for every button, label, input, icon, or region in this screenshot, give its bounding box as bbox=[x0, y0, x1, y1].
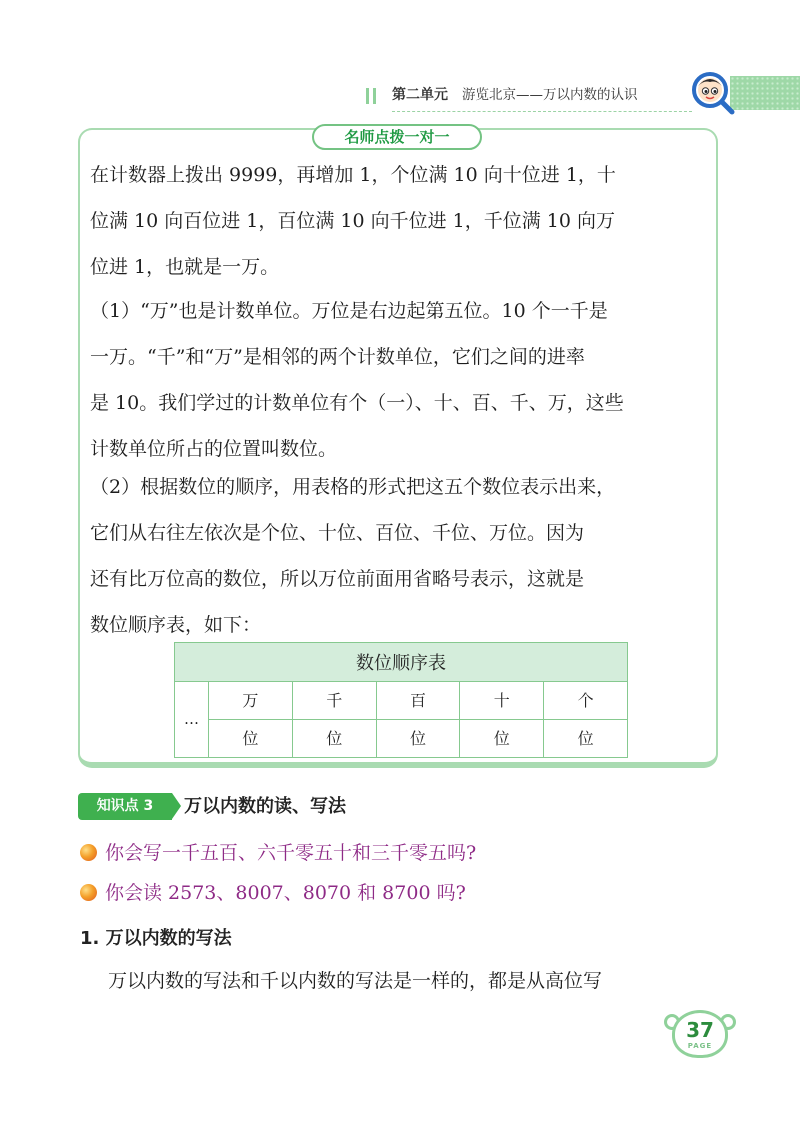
ellipsis-cell: … bbox=[175, 682, 209, 758]
badge-arrow bbox=[172, 793, 181, 819]
text-line: 还有比万位高的数位，所以万位前面用省略号表示，这就是 bbox=[90, 568, 585, 590]
place-cell-bottom: 位 bbox=[292, 720, 376, 758]
text-line: （2）根据数位的顺序，用表格的形式把这五个数位表示出来， bbox=[90, 476, 616, 498]
text-line: 它们从右往左依次是个位、十位、百位、千位、万位。因为 bbox=[90, 522, 585, 544]
page-word: PAGE bbox=[687, 1042, 713, 1050]
place-cell-bottom: 位 bbox=[376, 720, 460, 758]
place-cell-top: 个 bbox=[544, 682, 628, 720]
place-value-table bbox=[174, 642, 628, 758]
text-line: 是 10。我们学过的计数单位有个（一）、十、百、千、万，这些 bbox=[90, 392, 624, 414]
running-header bbox=[392, 82, 638, 108]
knowledge-point-title: 万以内数的读、写法 bbox=[184, 796, 346, 817]
place-cell-top: 十 bbox=[460, 682, 544, 720]
page-number: 37 bbox=[686, 1018, 714, 1042]
place-cell-top: 百 bbox=[376, 682, 460, 720]
knowledge-point-badge: 知识点 3 bbox=[78, 793, 172, 820]
point-2-paragraph bbox=[90, 464, 720, 648]
section-heading: 1. 万以内数的写法 bbox=[80, 928, 232, 949]
table-title: 数位顺序表 bbox=[175, 643, 628, 682]
text-line: （1）“万”也是计数单位。万位是右边起第五位。10 个一千是 bbox=[90, 300, 608, 322]
text-line: 在计数器上拨出 9999，再增加 1，个位满 10 向十位进 1，十 bbox=[90, 164, 616, 186]
place-cell-top: 千 bbox=[292, 682, 376, 720]
text-line: 计数单位所占的位置叫数位。 bbox=[90, 438, 338, 460]
text-line: 位满 10 向百位进 1，百位满 10 向千位进 1，千位满 10 向万 bbox=[90, 210, 616, 232]
place-cell-bottom: 位 bbox=[460, 720, 544, 758]
text-line: 一万。“千”和“万”是相邻的两个计数单位，它们之间的进率 bbox=[90, 346, 585, 368]
question-text: 你会写一千五百、六千零五十和三千零五吗? bbox=[105, 842, 477, 864]
question-item bbox=[80, 838, 476, 868]
teacher-tips-label: 名师点拨一对一 bbox=[312, 124, 482, 150]
place-cell-bottom: 位 bbox=[209, 720, 293, 758]
header-divider bbox=[392, 111, 692, 112]
place-cell-top: 万 bbox=[209, 682, 293, 720]
question-text: 你会读 2573、8007、8070 和 8700 吗? bbox=[105, 882, 466, 904]
text-line: 数位顺序表，如下： bbox=[90, 614, 262, 636]
point-1-paragraph bbox=[90, 288, 720, 472]
text-line: 位进 1，也就是一万。 bbox=[90, 256, 280, 278]
orange-ball-bullet-icon bbox=[80, 884, 97, 901]
unit-subtitle: 游览北京——万以内数的认识 bbox=[462, 87, 638, 103]
unit-title: 第二单元 bbox=[392, 87, 448, 103]
header-decoration-bars bbox=[366, 88, 380, 104]
question-item bbox=[80, 878, 466, 908]
place-cell-bottom: 位 bbox=[544, 720, 628, 758]
magnifier-mascot-icon bbox=[690, 70, 736, 116]
header-green-tab bbox=[730, 76, 800, 110]
orange-ball-bullet-icon bbox=[80, 844, 97, 861]
intro-paragraph bbox=[90, 152, 720, 290]
section-body-text: 万以内数的写法和千以内数的写法是一样的，都是从高位写 bbox=[108, 970, 603, 992]
